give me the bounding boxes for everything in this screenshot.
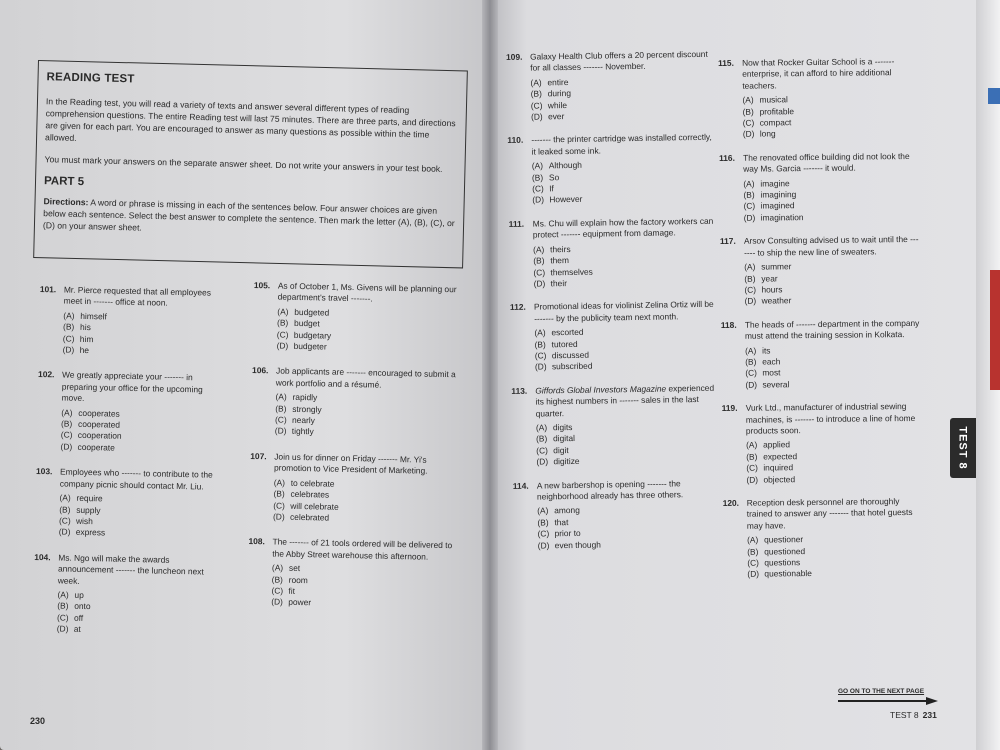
- option-text: budget: [294, 318, 320, 329]
- option-text: digital: [553, 433, 576, 444]
- question-number: 119.: [721, 402, 738, 414]
- option-letter: (B): [277, 317, 289, 328]
- question-number: 114.: [512, 480, 529, 491]
- question-text: The heads of ------- department in the company must attend the training session in Kolkata.: [744, 317, 920, 341]
- option-letter: (A): [531, 160, 544, 171]
- option-text: budgetary: [293, 329, 332, 341]
- question-number: 103.: [35, 466, 53, 477]
- option-letter: (A): [273, 477, 286, 488]
- option-text: off: [73, 612, 84, 623]
- option-letter: (A): [743, 178, 755, 189]
- option-letter: (B): [745, 356, 757, 367]
- answer-options: [530, 75, 715, 124]
- option-text: each: [762, 356, 781, 367]
- question-number: 104.: [34, 551, 51, 562]
- part-title: PART 5: [43, 175, 85, 189]
- option-text: several: [762, 379, 790, 390]
- option-letter: (C): [271, 585, 284, 596]
- option-letter: (A): [271, 562, 284, 573]
- option-letter: (A): [277, 306, 289, 317]
- option-text: will celebrate: [290, 500, 339, 512]
- option-text: cooperate: [77, 441, 115, 453]
- option-letter: (C): [273, 499, 286, 511]
- option-text: during: [547, 88, 572, 99]
- option-text: imagining: [760, 189, 797, 200]
- option-text: theirs: [550, 243, 571, 255]
- option-text: himself: [80, 310, 107, 322]
- option-letter: (C): [274, 414, 287, 425]
- answer-option: [536, 454, 720, 468]
- option-letter: (D): [58, 526, 71, 538]
- option-text: themselves: [550, 266, 593, 277]
- option-letter: (B): [60, 418, 73, 429]
- question-111: [509, 216, 718, 291]
- option-letter: (B): [743, 189, 755, 200]
- directions-label: Directions:: [43, 196, 89, 208]
- option-text: rapidly: [292, 392, 318, 403]
- option-text: weather: [761, 295, 792, 306]
- question-text: A new barbershop is opening ------- the neighborhood already has three others.: [536, 477, 684, 502]
- right-page-number: 231: [922, 710, 937, 720]
- answer-options: [532, 158, 717, 207]
- option-text: imagined: [760, 200, 795, 212]
- option-text: applied: [763, 439, 791, 450]
- option-letter: (D): [746, 474, 759, 485]
- answer-options: [273, 477, 464, 527]
- option-text: questioned: [764, 545, 806, 557]
- edge-sticker: [988, 88, 1000, 104]
- option-letter: (A): [746, 534, 759, 545]
- question-stem: [34, 552, 225, 590]
- question-114: [513, 477, 722, 552]
- answer-options: [743, 177, 919, 224]
- question-120: [723, 496, 924, 581]
- answer-option: [745, 378, 921, 391]
- option-letter: (D): [276, 340, 289, 351]
- question-number: 105.: [253, 280, 271, 291]
- option-letter: (D): [272, 511, 285, 522]
- option-letter: (A): [535, 422, 548, 433]
- answer-options: [57, 589, 224, 638]
- option-letter: (A): [745, 345, 757, 356]
- option-text: most: [762, 367, 781, 378]
- question-number: 102.: [38, 369, 55, 380]
- option-letter: (A): [742, 94, 754, 105]
- option-letter: (D): [742, 129, 755, 140]
- answer-option: [60, 441, 226, 456]
- question-stem: [250, 451, 464, 478]
- option-letter: (D): [533, 278, 546, 289]
- answer-option: [62, 345, 228, 360]
- option-text: their: [550, 277, 568, 289]
- option-letter: (D): [743, 212, 756, 223]
- option-letter: (B): [59, 503, 71, 515]
- option-letter: (B): [536, 433, 548, 444]
- question-117: [720, 234, 921, 308]
- question-stem: [254, 280, 468, 307]
- option-text: year: [761, 272, 778, 284]
- option-letter: (B): [742, 106, 754, 117]
- question-116: [719, 151, 920, 225]
- option-text: digits: [552, 421, 573, 433]
- option-letter: (D): [56, 623, 69, 634]
- option-text: its: [762, 344, 771, 356]
- question-number: 107.: [250, 450, 267, 462]
- option-letter: (B): [533, 255, 545, 266]
- option-letter: (C): [276, 329, 289, 340]
- go-on-next-page: GO ON TO THE NEXT PAGE: [838, 688, 925, 695]
- question-text: Now that Rocker Guitar School is a ------- enterprise, it can afford to hire additional teachers.: [741, 56, 895, 91]
- option-letter: (C): [746, 462, 758, 473]
- question-118: [721, 318, 922, 392]
- answer-option: [744, 211, 920, 224]
- question-text: The renovated office building did not look the way Ms. Garcia ------- it would.: [742, 150, 910, 174]
- question-text: As of October 1, Ms. Givens will be planning our department's travel -------.: [277, 280, 457, 304]
- option-letter: (C): [534, 350, 547, 361]
- option-letter: (C): [744, 284, 757, 295]
- option-letter: (D): [747, 569, 760, 580]
- question-text: Ms. Chu will explain how the factory workers can protect ------- equipment from damage.: [532, 215, 714, 240]
- option-text: set: [288, 562, 301, 574]
- option-text: celebrates: [290, 488, 330, 500]
- question-103: [35, 466, 226, 541]
- question-106: [251, 365, 466, 441]
- option-text: cooperated: [77, 418, 121, 430]
- question-number: 113.: [511, 385, 528, 396]
- question-column-2: [247, 280, 468, 612]
- option-letter: (B): [273, 488, 285, 499]
- question-column-4: [718, 56, 923, 581]
- option-letter: (C): [537, 528, 550, 539]
- question-119: [722, 401, 923, 486]
- option-text: him: [79, 333, 94, 344]
- option-text: questionable: [764, 568, 812, 579]
- option-letter: (C): [60, 429, 73, 441]
- option-letter: (D): [274, 425, 287, 437]
- question-number: 110.: [507, 135, 524, 146]
- question-101: [39, 284, 230, 359]
- option-text: he: [79, 344, 90, 356]
- option-text: questioner: [763, 534, 804, 545]
- option-letter: (A): [533, 244, 545, 255]
- option-letter: (D): [534, 361, 547, 372]
- option-text: summer: [761, 261, 792, 272]
- option-text: power: [288, 597, 312, 608]
- question-stem: [506, 49, 714, 75]
- option-text: musical: [759, 94, 788, 105]
- option-text: to celebrate: [290, 477, 335, 489]
- question-number: 109.: [506, 51, 523, 62]
- option-text: cooperation: [77, 430, 122, 442]
- option-letter: (A): [746, 439, 758, 451]
- answer-options: [275, 392, 466, 442]
- instructions-box: [33, 60, 468, 268]
- answer-option: [743, 127, 919, 140]
- question-stem: [36, 466, 226, 493]
- answer-option: [531, 109, 715, 123]
- question-text: Galaxy Health Club offers a 20 percent discount for all classes ------- November.: [529, 48, 708, 74]
- option-text: tutored: [551, 338, 578, 349]
- answer-sheet-instruction: You must mark your answers on the separate answer sheet. Do not write your answers in your test book.: [44, 154, 443, 174]
- question-stem: [252, 365, 466, 392]
- question-112: [510, 299, 719, 374]
- option-text: digitize: [553, 456, 580, 467]
- option-letter: (C): [743, 201, 756, 212]
- option-text: express: [75, 527, 106, 538]
- option-letter: (D): [530, 111, 543, 122]
- option-letter: (A): [61, 407, 73, 418]
- test-tab: [950, 418, 976, 478]
- question-115: [718, 56, 919, 141]
- answer-options: [534, 325, 719, 374]
- option-letter: (A): [275, 391, 287, 402]
- question-text: Promotional ideas for violinist Zelina Ortiz will be ------- by the publicity team next month.: [533, 299, 714, 324]
- answer-options: [271, 563, 462, 613]
- answer-option: [747, 567, 923, 580]
- option-letter: (C): [532, 183, 544, 194]
- answer-options: [537, 503, 722, 552]
- book-gutter: [482, 0, 498, 750]
- question-text: Ms. Ngo will make the awards announcement ------- the luncheon next week.: [57, 552, 204, 586]
- option-text: celebrated: [289, 511, 330, 523]
- option-letter: (B): [744, 273, 756, 284]
- question-text-italic: Giffords Global Investors Magazine: [535, 383, 667, 396]
- option-letter: (A): [63, 310, 75, 321]
- answer-options: [533, 241, 718, 290]
- answer-options: [746, 438, 922, 485]
- option-letter: (B): [57, 600, 69, 612]
- option-text: If: [549, 183, 554, 194]
- option-letter: (C): [530, 100, 543, 111]
- option-letter: (A): [57, 589, 69, 600]
- question-stem: [40, 284, 230, 311]
- option-text: prior to: [554, 528, 581, 539]
- answer-options: [59, 493, 226, 542]
- option-letter: (C): [747, 557, 759, 568]
- question-stem: [248, 536, 462, 563]
- question-stem: [721, 318, 921, 343]
- option-text: expected: [763, 450, 798, 462]
- option-text: imagination: [760, 211, 804, 223]
- question-column-1: [33, 284, 230, 638]
- option-letter: (D): [271, 596, 284, 608]
- question-text: Arsov Consulting advised us to wait until the ------- to ship the new line of sweaters.: [743, 234, 919, 258]
- option-text: hours: [761, 284, 783, 295]
- answer-option: [535, 359, 719, 373]
- edge-sticker-red: [990, 270, 1000, 390]
- option-text: Although: [548, 160, 582, 171]
- option-letter: (D): [744, 295, 757, 307]
- answer-options: [745, 343, 921, 390]
- option-letter: (C): [745, 367, 757, 379]
- option-letter: (B): [531, 172, 544, 183]
- option-letter: (A): [530, 77, 542, 88]
- option-letter: (B): [746, 451, 758, 462]
- option-text: objected: [763, 473, 796, 485]
- question-text: Reception desk personnel are thoroughly trained to answer any ------- that hotel guests may have.: [746, 496, 913, 531]
- option-text: So: [548, 171, 560, 182]
- test-tab-label: TEST 8: [957, 426, 970, 470]
- answer-options: [742, 93, 918, 140]
- answer-option: [532, 192, 716, 206]
- question-stem: [718, 56, 918, 92]
- option-text: even though: [554, 539, 601, 550]
- left-page-number: 230: [30, 716, 46, 726]
- option-text: ever: [547, 111, 565, 122]
- option-letter: (C): [56, 612, 69, 623]
- option-text: tightly: [291, 426, 314, 437]
- option-letter: (B): [534, 338, 546, 350]
- question-text: ------- the printer cartridge was installed correctly, it leaked some ink.: [531, 132, 712, 157]
- option-letter: (D): [532, 194, 545, 206]
- question-text: Employees who ------- to contribute to the company picnic should contact Mr. Liu.: [59, 466, 213, 492]
- question-stem: [510, 299, 718, 325]
- option-letter: (B): [63, 321, 75, 332]
- answer-option: [534, 276, 718, 290]
- answer-options: [747, 533, 923, 580]
- option-letter: (C): [533, 266, 546, 278]
- directions: [43, 195, 456, 241]
- answer-options: [276, 306, 467, 356]
- option-text: cooperates: [78, 407, 120, 419]
- option-letter: (A): [534, 327, 546, 338]
- question-stem: [511, 382, 720, 419]
- question-number: 112.: [509, 302, 526, 313]
- option-text: that: [554, 516, 569, 528]
- answer-options: [536, 420, 721, 469]
- option-letter: (D): [537, 540, 550, 551]
- question-stem: [722, 401, 922, 437]
- option-text: imagine: [760, 177, 790, 189]
- intro-text: In the Reading test, you will read a variety of texts and answer several different types of reading comprehension questions. The entire Reading test will last 75 minutes. There are three parts, and directions are given for each part. You are encouraged to answer as many questions as possible within the time allowed.: [44, 96, 456, 143]
- option-letter: (D): [745, 379, 758, 390]
- answer-option: [746, 472, 922, 485]
- option-letter: (B): [271, 573, 284, 585]
- option-text: budgeter: [293, 340, 327, 352]
- option-text: room: [288, 574, 308, 585]
- option-letter: (C): [58, 515, 71, 526]
- answer-option: [744, 294, 920, 307]
- question-104: [33, 552, 225, 639]
- question-number: 111.: [508, 218, 525, 229]
- question-number: 101.: [39, 284, 57, 295]
- option-text: nearly: [291, 414, 315, 426]
- option-letter: (B): [530, 88, 542, 99]
- option-text: escorted: [551, 326, 584, 338]
- option-text: up: [74, 589, 84, 600]
- question-number: 106.: [252, 365, 269, 376]
- question-number: 118.: [720, 319, 737, 330]
- question-number: 108.: [248, 536, 265, 547]
- option-text: his: [80, 322, 91, 333]
- question-text: We greatly appreciate your ------- in preparing your office for the upcoming move.: [61, 369, 203, 404]
- question-text: Join us for dinner on Friday ------- Mr. Yi's promotion to Vice President of Marketing.: [273, 451, 428, 476]
- question-stem: [509, 216, 717, 242]
- option-letter: (C): [742, 117, 755, 128]
- option-text: questions: [764, 557, 801, 568]
- question-stem: [720, 234, 920, 259]
- option-text: among: [554, 505, 580, 516]
- directions-text: A word or phrase is missing in each of the sentences below. Four answer choices are given below each sentence. Select the best answer to complete the sentence. Then mark the letter (A), (B), (C), or (D) on your answer sheet.: [42, 197, 455, 233]
- question-stem: [507, 132, 715, 158]
- option-text: digit: [553, 444, 569, 456]
- question-110: [507, 132, 716, 207]
- option-text: require: [76, 492, 103, 504]
- option-letter: (D): [60, 441, 73, 452]
- option-text: them: [550, 255, 569, 266]
- option-letter: (B): [275, 403, 287, 414]
- question-text-rest: experienced its highest numbers in ------- sales in the last quarter.: [535, 382, 715, 419]
- question-text: The ------- of 21 tools ordered will be delivered to the Abby Street warehouse this afternoon.: [272, 536, 453, 562]
- option-text: long: [759, 128, 776, 140]
- answer-options: [60, 407, 227, 456]
- arrow-right-icon: [838, 697, 938, 705]
- option-text: profitable: [759, 105, 795, 117]
- option-text: However: [549, 194, 583, 205]
- question-number: 115.: [718, 57, 734, 68]
- option-text: budgeted: [294, 306, 330, 318]
- option-letter: (B): [747, 546, 759, 557]
- option-text: compact: [759, 117, 792, 128]
- question-stem: [719, 151, 919, 176]
- option-text: onto: [74, 601, 91, 612]
- question-number: 120.: [722, 497, 740, 508]
- question-stem: [723, 496, 923, 532]
- option-letter: (A): [59, 492, 71, 503]
- answer-option: [59, 527, 225, 542]
- option-letter: (A): [537, 505, 549, 516]
- option-text: fit: [288, 585, 296, 596]
- question-stem: [37, 369, 228, 407]
- answer-options: [744, 260, 920, 307]
- option-text: at: [73, 623, 81, 635]
- option-letter: (C): [536, 445, 548, 456]
- question-113: [511, 382, 720, 468]
- option-letter: (B): [537, 517, 549, 528]
- reading-test-title: READING TEST: [46, 71, 135, 86]
- question-text: Mr. Pierce requested that all employees meet in ------- office at noon.: [63, 284, 212, 309]
- option-text: inquired: [763, 462, 794, 473]
- question-108: [247, 536, 462, 612]
- question-text: Job applicants are ------- encouraged to submit a work portfolio and a résumé.: [275, 365, 456, 390]
- question-stem: [513, 477, 721, 503]
- option-letter: (D): [62, 344, 75, 355]
- option-text: subscribed: [551, 361, 593, 372]
- option-letter: (A): [744, 261, 756, 272]
- option-text: supply: [76, 504, 101, 515]
- question-number: 116.: [718, 152, 735, 163]
- question-column-3: [506, 49, 722, 552]
- question-text: [535, 382, 720, 419]
- right-page-footer: [890, 710, 937, 720]
- option-letter: (C): [62, 333, 75, 344]
- question-107: [249, 451, 464, 527]
- question-105: [253, 280, 468, 356]
- option-text: strongly: [292, 403, 322, 415]
- option-text: wish: [75, 515, 93, 527]
- option-text: discussed: [551, 349, 590, 361]
- question-number: 117.: [719, 236, 736, 247]
- option-text: entire: [547, 76, 569, 88]
- question-102: [36, 369, 228, 456]
- answer-options: [62, 310, 229, 359]
- footer-test-label: TEST 8: [890, 710, 919, 720]
- option-text: while: [547, 99, 568, 110]
- question-text: Vurk Ltd., manufacturer of industrial sewing machines, is ------- to introduce a line of home products soon.: [745, 401, 916, 436]
- option-letter: (D): [536, 456, 549, 467]
- question-109: [506, 49, 715, 124]
